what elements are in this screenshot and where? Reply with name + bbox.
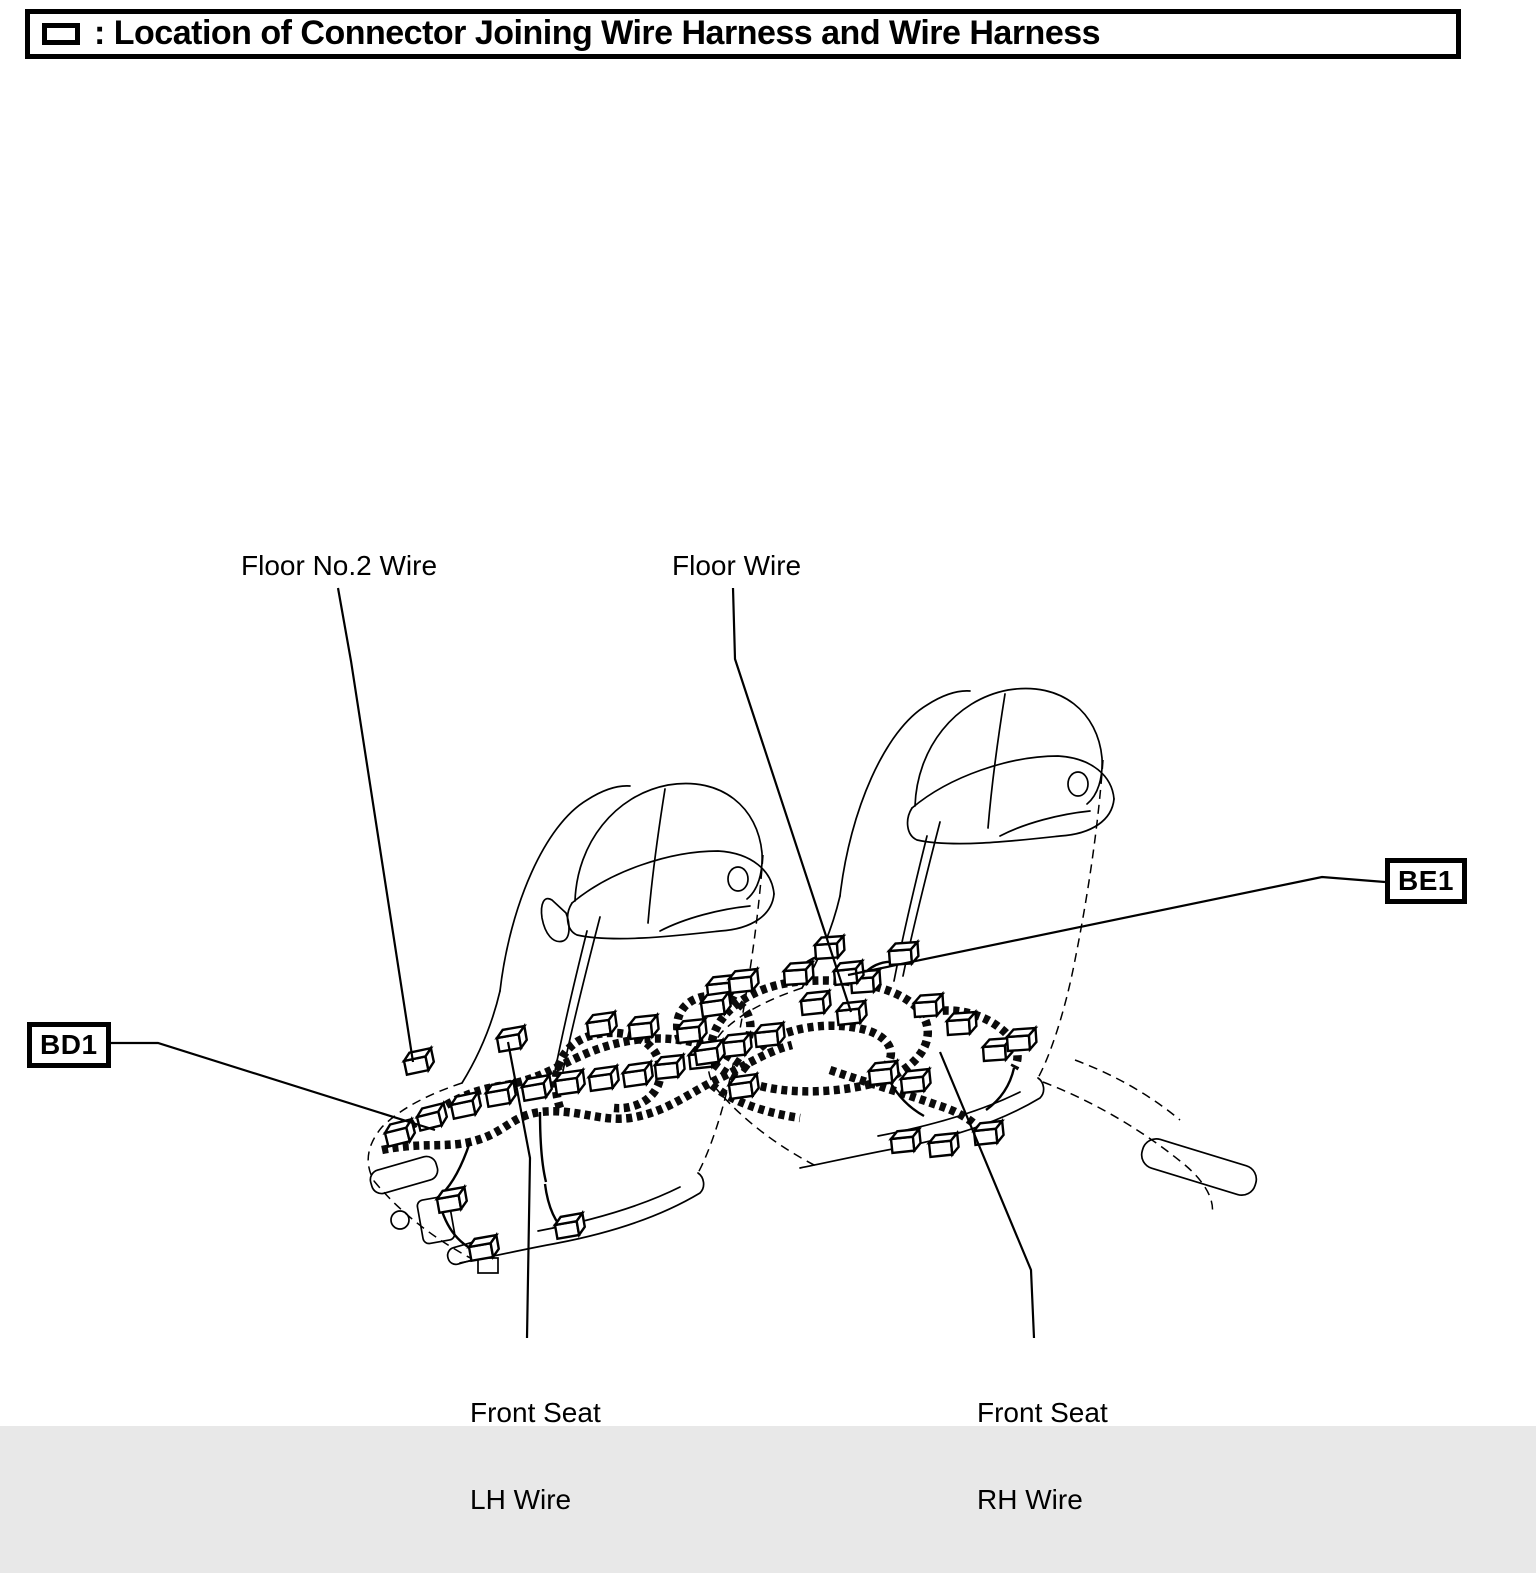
seat-rail <box>1138 1135 1260 1198</box>
callout-bd1: BD1 <box>27 1022 111 1068</box>
label-front-seat-lh-line2: LH Wire <box>470 1484 572 1515</box>
leader-lines <box>98 588 1385 1338</box>
harness-connectors <box>383 936 1037 1261</box>
label-front-seat-rh-line1: Front Seat <box>977 1397 1108 1428</box>
label-front-seat-rh-wire <box>977 1340 1108 1572</box>
leader-bd1 <box>98 1043 435 1130</box>
callout-be1: BE1 <box>1385 858 1467 904</box>
label-front-seat-lh-line1: Front Seat <box>470 1397 601 1428</box>
label-floor-wire: Floor Wire <box>672 550 802 581</box>
label-floor-no2-wire: Floor No.2 Wire <box>241 550 438 581</box>
leader-be1 <box>848 877 1385 975</box>
page-title: : Location of Connector Joining Wire Harness and Wire Harness <box>94 13 1101 52</box>
label-front-seat-rh-line2: RH Wire <box>977 1484 1083 1515</box>
label-front-seat-lh-wire <box>470 1340 601 1572</box>
leader-front-seat-rh-wire <box>940 1052 1034 1338</box>
leader-floor-no2-wire <box>338 588 413 1062</box>
